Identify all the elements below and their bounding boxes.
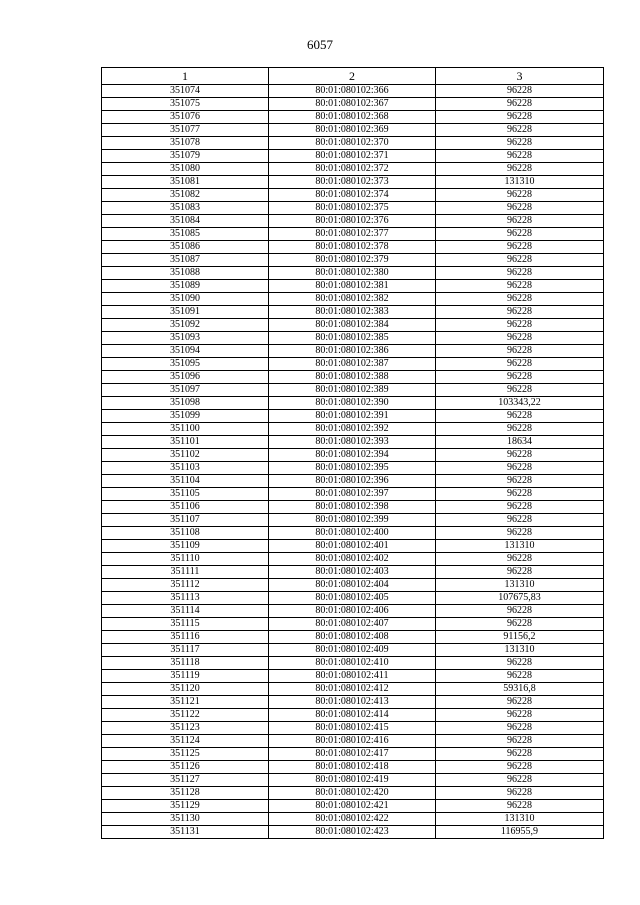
table-row (102, 410, 604, 423)
table-row (102, 215, 604, 228)
cell-number: 351089 (102, 280, 269, 293)
cell-value: 96228 (436, 189, 604, 202)
table-row (102, 436, 604, 449)
cell-value: 96228 (436, 657, 604, 670)
cell-number: 351113 (102, 592, 269, 605)
table-row (102, 111, 604, 124)
table-row (102, 709, 604, 722)
cell-value: 96228 (436, 410, 604, 423)
cell-value: 96228 (436, 319, 604, 332)
cell-number: 351082 (102, 189, 269, 202)
cell-value: 131310 (436, 176, 604, 189)
cell-cadastral-id: 80:01:080102:368 (269, 111, 436, 124)
cell-number: 351108 (102, 527, 269, 540)
cell-number: 351104 (102, 475, 269, 488)
cell-number: 351109 (102, 540, 269, 553)
cell-value: 96228 (436, 267, 604, 280)
table-row (102, 85, 604, 98)
cell-cadastral-id: 80:01:080102:410 (269, 657, 436, 670)
cell-number: 351077 (102, 124, 269, 137)
cell-value: 96228 (436, 800, 604, 813)
cell-cadastral-id: 80:01:080102:398 (269, 501, 436, 514)
cell-cadastral-id: 80:01:080102:367 (269, 98, 436, 111)
page-number: 6057 (307, 37, 333, 52)
cell-number: 351119 (102, 670, 269, 683)
cell-value: 96228 (436, 475, 604, 488)
cell-cadastral-id: 80:01:080102:404 (269, 579, 436, 592)
cell-cadastral-id: 80:01:080102:415 (269, 722, 436, 735)
table-row (102, 592, 604, 605)
cell-number: 351115 (102, 618, 269, 631)
cell-number: 351101 (102, 436, 269, 449)
cell-value: 96228 (436, 215, 604, 228)
cell-cadastral-id: 80:01:080102:423 (269, 826, 436, 839)
table-row (102, 397, 604, 410)
table-row (102, 358, 604, 371)
cell-number: 351092 (102, 319, 269, 332)
cell-number: 351079 (102, 150, 269, 163)
cell-number: 351112 (102, 579, 269, 592)
table-row (102, 657, 604, 670)
cell-cadastral-id: 80:01:080102:366 (269, 85, 436, 98)
cell-cadastral-id: 80:01:080102:401 (269, 540, 436, 553)
cell-cadastral-id: 80:01:080102:408 (269, 631, 436, 644)
cell-number: 351129 (102, 800, 269, 813)
cell-number: 351078 (102, 137, 269, 150)
cell-cadastral-id: 80:01:080102:399 (269, 514, 436, 527)
cell-number: 351080 (102, 163, 269, 176)
cell-value: 18634 (436, 436, 604, 449)
cell-number: 351084 (102, 215, 269, 228)
cell-number: 351122 (102, 709, 269, 722)
table-row (102, 488, 604, 501)
cell-value: 96228 (436, 241, 604, 254)
table-row (102, 618, 604, 631)
table-row (102, 787, 604, 800)
cell-value: 96228 (436, 722, 604, 735)
table-row (102, 540, 604, 553)
cell-number: 351075 (102, 98, 269, 111)
cell-cadastral-id: 80:01:080102:418 (269, 761, 436, 774)
cell-number: 351102 (102, 449, 269, 462)
cell-value: 116955,9 (436, 826, 604, 839)
cell-cadastral-id: 80:01:080102:373 (269, 176, 436, 189)
cell-value: 96228 (436, 358, 604, 371)
cell-value: 96228 (436, 293, 604, 306)
cell-cadastral-id: 80:01:080102:400 (269, 527, 436, 540)
table-body (102, 85, 604, 839)
table-row (102, 553, 604, 566)
cell-number: 351126 (102, 761, 269, 774)
cell-number: 351095 (102, 358, 269, 371)
cell-number: 351076 (102, 111, 269, 124)
table-row (102, 124, 604, 137)
table-row (102, 423, 604, 436)
cell-cadastral-id: 80:01:080102:420 (269, 787, 436, 800)
cell-cadastral-id: 80:01:080102:402 (269, 553, 436, 566)
table-row (102, 241, 604, 254)
table-row (102, 813, 604, 826)
cell-value: 96228 (436, 462, 604, 475)
cell-cadastral-id: 80:01:080102:387 (269, 358, 436, 371)
cell-cadastral-id: 80:01:080102:381 (269, 280, 436, 293)
table-row (102, 527, 604, 540)
cell-value: 96228 (436, 423, 604, 436)
cell-cadastral-id: 80:01:080102:383 (269, 306, 436, 319)
cell-value: 96228 (436, 137, 604, 150)
cell-value: 96228 (436, 787, 604, 800)
cell-value: 96228 (436, 111, 604, 124)
cell-cadastral-id: 80:01:080102:417 (269, 748, 436, 761)
cell-number: 351114 (102, 605, 269, 618)
cell-number: 351106 (102, 501, 269, 514)
cell-value: 96228 (436, 618, 604, 631)
cell-cadastral-id: 80:01:080102:384 (269, 319, 436, 332)
table-row (102, 735, 604, 748)
cell-value: 131310 (436, 579, 604, 592)
cell-cadastral-id: 80:01:080102:388 (269, 371, 436, 384)
table-row (102, 150, 604, 163)
cell-number: 351116 (102, 631, 269, 644)
cell-cadastral-id: 80:01:080102:411 (269, 670, 436, 683)
cell-cadastral-id: 80:01:080102:377 (269, 228, 436, 241)
cell-cadastral-id: 80:01:080102:376 (269, 215, 436, 228)
cell-value: 96228 (436, 345, 604, 358)
cell-value: 96228 (436, 449, 604, 462)
cell-number: 351107 (102, 514, 269, 527)
table-row (102, 462, 604, 475)
cell-number: 351123 (102, 722, 269, 735)
table-row (102, 826, 604, 839)
cell-cadastral-id: 80:01:080102:397 (269, 488, 436, 501)
table-header (102, 68, 604, 85)
table-row (102, 189, 604, 202)
cell-value: 96228 (436, 748, 604, 761)
cell-value: 96228 (436, 228, 604, 241)
cell-value: 96228 (436, 527, 604, 540)
cell-number: 351118 (102, 657, 269, 670)
table-row (102, 293, 604, 306)
cell-number: 351110 (102, 553, 269, 566)
table-row (102, 202, 604, 215)
cell-number: 351103 (102, 462, 269, 475)
cell-number: 351094 (102, 345, 269, 358)
cell-number: 351081 (102, 176, 269, 189)
table-row (102, 631, 604, 644)
cell-cadastral-id: 80:01:080102:386 (269, 345, 436, 358)
cell-number: 351128 (102, 787, 269, 800)
cell-cadastral-id: 80:01:080102:392 (269, 423, 436, 436)
table-row (102, 644, 604, 657)
table-row (102, 761, 604, 774)
column-header-1: 1 (102, 68, 269, 85)
table-row (102, 332, 604, 345)
data-table (101, 67, 604, 839)
cell-value: 96228 (436, 761, 604, 774)
table-row (102, 748, 604, 761)
table-row (102, 319, 604, 332)
cell-number: 351100 (102, 423, 269, 436)
cell-cadastral-id: 80:01:080102:380 (269, 267, 436, 280)
cell-cadastral-id: 80:01:080102:416 (269, 735, 436, 748)
cell-number: 351120 (102, 683, 269, 696)
cell-value: 96228 (436, 202, 604, 215)
cell-number: 351087 (102, 254, 269, 267)
cell-cadastral-id: 80:01:080102:385 (269, 332, 436, 345)
cell-cadastral-id: 80:01:080102:382 (269, 293, 436, 306)
table-row (102, 774, 604, 787)
cell-value: 96228 (436, 488, 604, 501)
cell-number: 351085 (102, 228, 269, 241)
cell-number: 351086 (102, 241, 269, 254)
cell-value: 96228 (436, 566, 604, 579)
cell-cadastral-id: 80:01:080102:406 (269, 605, 436, 618)
cell-cadastral-id: 80:01:080102:369 (269, 124, 436, 137)
cell-value: 96228 (436, 774, 604, 787)
table-row (102, 475, 604, 488)
table-row (102, 254, 604, 267)
cell-value: 96228 (436, 371, 604, 384)
table-row (102, 514, 604, 527)
cell-number: 351117 (102, 644, 269, 657)
cell-cadastral-id: 80:01:080102:378 (269, 241, 436, 254)
cell-value: 131310 (436, 644, 604, 657)
cell-value: 59316,8 (436, 683, 604, 696)
cell-value: 107675,83 (436, 592, 604, 605)
table-row (102, 137, 604, 150)
table-row (102, 670, 604, 683)
cell-number: 351088 (102, 267, 269, 280)
table-row (102, 163, 604, 176)
table-row (102, 800, 604, 813)
table-row (102, 579, 604, 592)
cell-number: 351090 (102, 293, 269, 306)
cell-number: 351093 (102, 332, 269, 345)
cell-number: 351099 (102, 410, 269, 423)
cell-number: 351131 (102, 826, 269, 839)
cell-value: 96228 (436, 605, 604, 618)
cell-number: 351105 (102, 488, 269, 501)
table-row (102, 722, 604, 735)
cell-cadastral-id: 80:01:080102:422 (269, 813, 436, 826)
cell-value: 91156,2 (436, 631, 604, 644)
table-row (102, 280, 604, 293)
cell-value: 96228 (436, 150, 604, 163)
cell-value: 96228 (436, 553, 604, 566)
cell-cadastral-id: 80:01:080102:396 (269, 475, 436, 488)
cell-number: 351096 (102, 371, 269, 384)
cell-cadastral-id: 80:01:080102:379 (269, 254, 436, 267)
table-row (102, 501, 604, 514)
cell-number: 351127 (102, 774, 269, 787)
cell-number: 351098 (102, 397, 269, 410)
table-row (102, 605, 604, 618)
cell-cadastral-id: 80:01:080102:419 (269, 774, 436, 787)
cell-value: 96228 (436, 514, 604, 527)
cell-cadastral-id: 80:01:080102:409 (269, 644, 436, 657)
cell-number: 351111 (102, 566, 269, 579)
cell-value: 131310 (436, 540, 604, 553)
cell-value: 96228 (436, 163, 604, 176)
cell-cadastral-id: 80:01:080102:394 (269, 449, 436, 462)
cell-cadastral-id: 80:01:080102:393 (269, 436, 436, 449)
cell-cadastral-id: 80:01:080102:421 (269, 800, 436, 813)
column-header-2: 2 (269, 68, 436, 85)
cell-cadastral-id: 80:01:080102:391 (269, 410, 436, 423)
cell-value: 96228 (436, 85, 604, 98)
cell-number: 351097 (102, 384, 269, 397)
cell-value: 96228 (436, 254, 604, 267)
cell-cadastral-id: 80:01:080102:407 (269, 618, 436, 631)
cell-cadastral-id: 80:01:080102:414 (269, 709, 436, 722)
cell-value: 96228 (436, 696, 604, 709)
cell-number: 351091 (102, 306, 269, 319)
table-row (102, 371, 604, 384)
column-header-3: 3 (436, 68, 604, 85)
table-row (102, 267, 604, 280)
cell-cadastral-id: 80:01:080102:412 (269, 683, 436, 696)
cell-number: 351083 (102, 202, 269, 215)
cell-cadastral-id: 80:01:080102:370 (269, 137, 436, 150)
cell-value: 96228 (436, 735, 604, 748)
cell-cadastral-id: 80:01:080102:405 (269, 592, 436, 605)
cell-value: 96228 (436, 306, 604, 319)
cell-cadastral-id: 80:01:080102:390 (269, 397, 436, 410)
cell-cadastral-id: 80:01:080102:389 (269, 384, 436, 397)
cell-number: 351125 (102, 748, 269, 761)
cell-value: 96228 (436, 501, 604, 514)
table-row (102, 566, 604, 579)
table-row (102, 228, 604, 241)
cell-cadastral-id: 80:01:080102:413 (269, 696, 436, 709)
table-row (102, 345, 604, 358)
cell-cadastral-id: 80:01:080102:371 (269, 150, 436, 163)
table-row (102, 696, 604, 709)
cell-value: 96228 (436, 670, 604, 683)
table-row (102, 176, 604, 189)
table-row (102, 683, 604, 696)
cell-value: 96228 (436, 332, 604, 345)
table-row (102, 98, 604, 111)
cell-value: 103343,22 (436, 397, 604, 410)
cell-cadastral-id: 80:01:080102:372 (269, 163, 436, 176)
table-row (102, 449, 604, 462)
cell-cadastral-id: 80:01:080102:375 (269, 202, 436, 215)
cell-number: 351130 (102, 813, 269, 826)
header-row (102, 68, 604, 85)
cell-number: 351121 (102, 696, 269, 709)
cell-value: 96228 (436, 709, 604, 722)
cell-value: 96228 (436, 98, 604, 111)
cell-number: 351074 (102, 85, 269, 98)
cell-value: 96228 (436, 124, 604, 137)
cell-number: 351124 (102, 735, 269, 748)
table-row (102, 306, 604, 319)
cell-value: 96228 (436, 384, 604, 397)
cell-value: 96228 (436, 280, 604, 293)
cell-cadastral-id: 80:01:080102:403 (269, 566, 436, 579)
cell-cadastral-id: 80:01:080102:374 (269, 189, 436, 202)
table-row (102, 384, 604, 397)
cell-value: 131310 (436, 813, 604, 826)
cell-cadastral-id: 80:01:080102:395 (269, 462, 436, 475)
